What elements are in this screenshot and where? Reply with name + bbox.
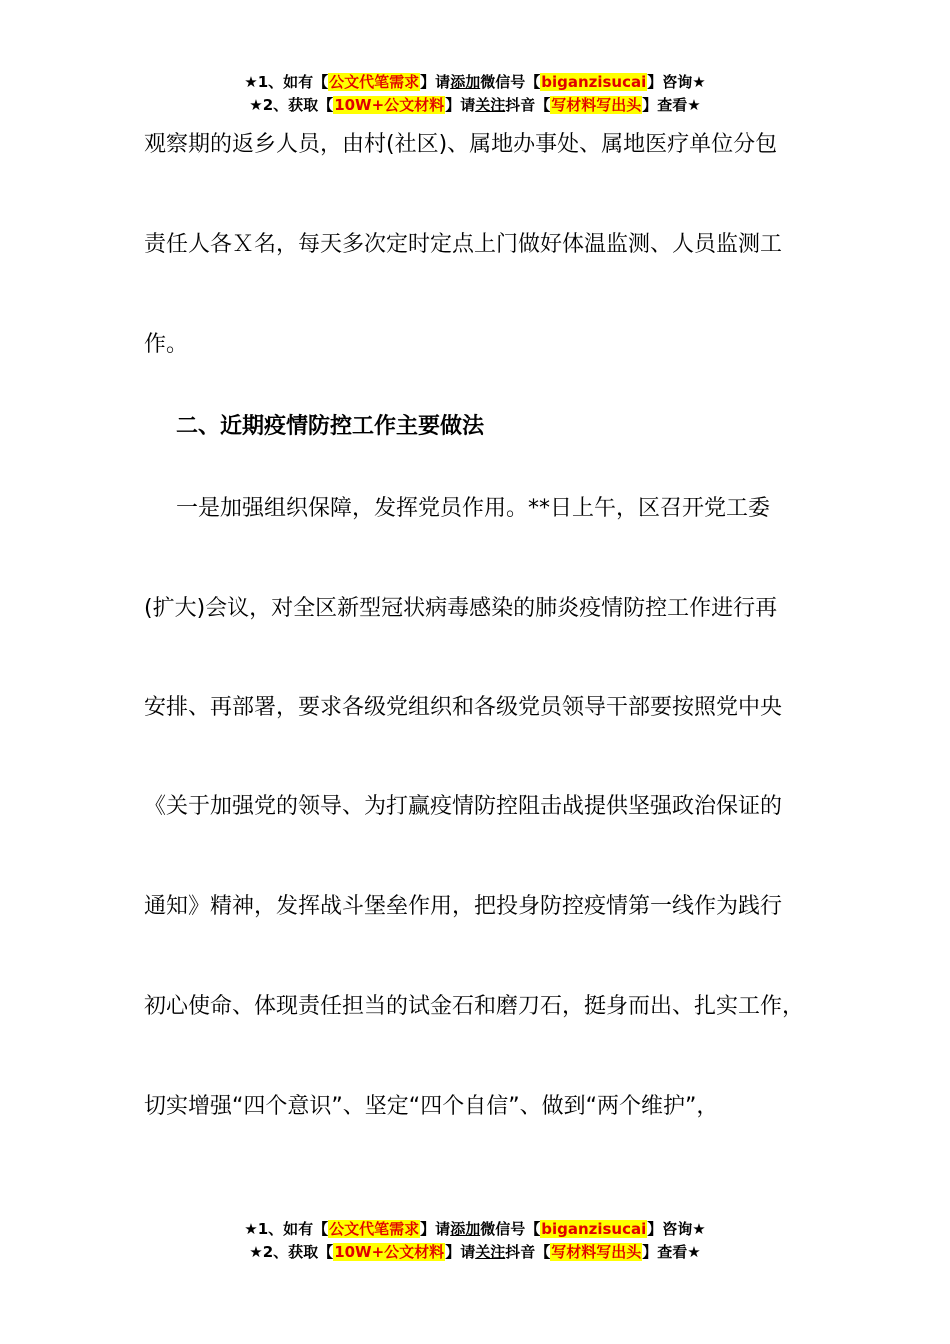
section-heading: 二、近期疫情防控工作主要做法: [176, 414, 485, 439]
footer-banner: [0, 1218, 950, 1264]
banner-highlight: 写材料写出头: [551, 1243, 642, 1261]
banner-underlined: 添加: [450, 73, 481, 91]
body-line: 《关于加强党的领导、为打赢疫情防控阻击战提供坚强政治保证的: [144, 794, 783, 819]
banner-text: 微信号【: [480, 73, 541, 91]
banner-text: 】请: [420, 73, 451, 91]
banner-text: 】请: [445, 1243, 476, 1261]
body-line: 责任人各Ｘ名，每天多次定时定点上门做好体温监测、人员监测工: [144, 232, 783, 257]
banner-text: 】咨询★: [647, 1220, 706, 1238]
banner-text: 】请: [420, 1220, 451, 1238]
banner-underlined: 添加: [450, 1220, 481, 1238]
body-line: 通知》精神，发挥战斗堡垒作用，把投身防控疫情第一线作为践行: [144, 894, 783, 919]
body-line: 切实增强“四个意识”、坚定“四个自信”、做到“两个维护”，: [144, 1094, 719, 1119]
banner-highlight: 写材料写出头: [551, 96, 642, 114]
banner-text: 】查看★: [642, 96, 701, 114]
banner-line-2: [0, 94, 950, 117]
banner-highlight: 公文代笔需求: [329, 1220, 420, 1238]
banner-highlight: 10W+公文材料: [334, 1243, 445, 1261]
body-line: (扩大)会议，对全区新型冠状病毒感染的肺炎疫情防控工作进行再: [144, 596, 778, 621]
banner-highlight: 10W+公文材料: [334, 96, 445, 114]
banner-line-1: [0, 1218, 950, 1241]
banner-text: ★1、如有【: [244, 1220, 329, 1238]
banner-underlined: 关注: [475, 1243, 506, 1261]
banner-line-2: [0, 1241, 950, 1264]
banner-text: 抖音【: [505, 1243, 551, 1261]
banner-text: 抖音【: [505, 96, 551, 114]
body-line: 初心使命、体现责任担当的试金石和磨刀石，挺身而出、扎实工作，: [144, 994, 805, 1019]
header-banner: [0, 71, 950, 117]
banner-text: 】请: [445, 96, 476, 114]
banner-text: ★2、获取【: [249, 1243, 334, 1261]
body-line: 安排、再部署，要求各级党组织和各级党员领导干部要按照党中央: [144, 695, 783, 720]
banner-highlight: biganzisucai: [541, 1220, 647, 1238]
banner-text: 】查看★: [642, 1243, 701, 1261]
banner-text: 】咨询★: [647, 73, 706, 91]
banner-highlight: biganzisucai: [541, 73, 647, 91]
banner-text: ★2、获取【: [249, 96, 334, 114]
body-line: 观察期的返乡人员，由村(社区)、属地办事处、属地医疗单位分包: [144, 132, 778, 157]
banner-text: 微信号【: [480, 1220, 541, 1238]
banner-text: ★1、如有【: [244, 73, 329, 91]
body-line: 作。: [144, 332, 189, 357]
banner-highlight: 公文代笔需求: [329, 73, 420, 91]
banner-underlined: 关注: [475, 96, 506, 114]
banner-line-1: [0, 71, 950, 94]
body-line: 一是加强组织保障，发挥党员作用。**日上午，区召开党工委: [176, 496, 771, 521]
